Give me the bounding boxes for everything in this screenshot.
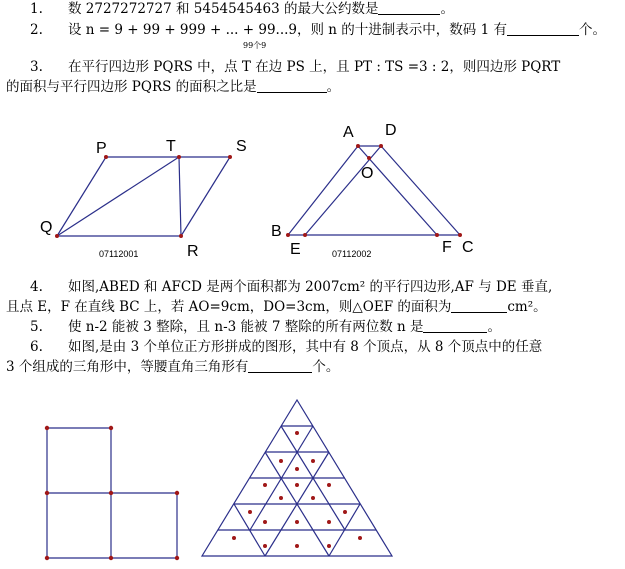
grid-vertex <box>109 426 113 430</box>
grid-vertex <box>45 426 49 430</box>
grid-point <box>327 483 331 487</box>
grid-vertex <box>109 491 113 495</box>
figure-caption: 07112001 <box>99 249 139 259</box>
grid-point <box>263 544 267 548</box>
grid-point <box>311 459 315 463</box>
label-o: O <box>361 165 374 182</box>
problem-text: 3 个组成的三角形中，等腰直角三角形有 <box>6 359 249 375</box>
answer-blank[interactable] <box>248 358 312 373</box>
problem-number: 2. <box>30 22 43 38</box>
grid-point <box>295 467 299 471</box>
problem-6-line-1 <box>30 338 542 356</box>
label-t: T <box>166 138 176 155</box>
label-p: P <box>96 140 107 157</box>
label-d: D <box>385 122 397 139</box>
vertex-e <box>303 233 307 237</box>
problem-text-end: 。 <box>487 319 501 335</box>
grid-point <box>295 483 299 487</box>
problem-text: 如图,是由 3 个单位正方形拼成的图形，其中有 8 个顶点，从 8 个顶点中的任意 <box>68 339 543 355</box>
label-e: E <box>290 241 301 258</box>
vertex-o <box>367 156 371 160</box>
label-f: F <box>442 239 452 256</box>
answer-blank[interactable] <box>423 318 487 333</box>
side-dc <box>381 146 460 235</box>
problem-number: 4. <box>30 279 43 295</box>
grid-point <box>311 496 315 500</box>
vertex-b <box>286 233 290 237</box>
segment-qt <box>57 157 179 236</box>
problem-text: 且点 E，F 在直线 BC 上，若 AO=9cm，DO=3cm，则△OEF 的面积为 <box>6 299 452 315</box>
side-sr <box>181 157 230 236</box>
vertex-s <box>228 155 232 159</box>
problem-text: 的面积与平行四边形 PQRS 的面积之比是 <box>6 79 257 95</box>
grid-point <box>279 459 283 463</box>
grid-point <box>263 483 267 487</box>
problem-text: 数 2727272727 和 5454545463 的最大公约数是 <box>68 1 379 17</box>
problem-text-end: 个。 <box>578 22 606 38</box>
problem-text-end: 。 <box>326 79 341 95</box>
grid-vertex <box>109 556 113 560</box>
grid-vertex <box>175 556 179 560</box>
problem-text: 在平行四边形 PQRS 中，点 T 在边 PS 上，且 PT : TS =3 : 2，则四边形 PQRT <box>68 59 561 75</box>
grid-point <box>327 544 331 548</box>
problem-number: 3. <box>30 59 43 75</box>
problem-text: 使 n-2 能被 3 整除，且 n-3 能被 7 整除的所有两位数 n 是 <box>68 319 424 335</box>
grid-vertex <box>45 491 49 495</box>
figure-caption: 07112002 <box>332 249 372 259</box>
label-r: R <box>187 243 199 260</box>
grid-vertex <box>45 556 49 560</box>
side-ab <box>288 146 358 235</box>
problem-4-line-2 <box>6 298 547 316</box>
problem-text-end: 。 <box>440 1 454 17</box>
label-s: S <box>236 138 247 155</box>
problem-text-end: cm²。 <box>507 299 547 315</box>
vertex-r <box>179 234 183 238</box>
problem-text: 设 n = 9 + 99 + 999 + ... + 99...9，则 n 的十进制表示中，数码 1 有 <box>68 22 507 38</box>
segment-tr <box>179 157 181 236</box>
problem-5 <box>30 318 501 336</box>
problem-text: 如图,ABED 和 AFCD 是两个面积都为 2007cm² 的平行四边形,AF 与 DE 垂直, <box>68 279 553 295</box>
grid-point <box>263 520 267 524</box>
problem-6-line-2 <box>6 358 339 376</box>
problem-text-end: 个。 <box>312 359 340 375</box>
grid-vertex <box>175 491 179 495</box>
label-c: C <box>462 239 474 256</box>
vertex-q <box>55 234 59 238</box>
problem-number: 6. <box>30 339 43 355</box>
label-q: Q <box>40 219 53 236</box>
problem-number: 1. <box>30 1 43 17</box>
grid-point <box>295 431 299 435</box>
grid-point <box>248 510 252 514</box>
vertex-f <box>435 233 439 237</box>
underbrace-label: 99个9 <box>243 41 267 50</box>
label-b: B <box>271 223 282 240</box>
side-pq <box>57 157 106 236</box>
grid-point <box>295 520 299 524</box>
problem-4-line-1 <box>30 278 552 296</box>
vertex-d <box>379 144 383 148</box>
grid-point <box>232 536 236 540</box>
grid-point <box>279 496 283 500</box>
grid-point <box>327 520 331 524</box>
problem-number: 5. <box>30 319 43 335</box>
vertex-c <box>458 233 462 237</box>
answer-blank[interactable] <box>451 298 507 313</box>
vertex-t <box>177 155 181 159</box>
grid-point <box>343 510 347 514</box>
grid-point <box>295 544 299 548</box>
vertex-a <box>356 144 360 148</box>
label-a: A <box>343 124 354 141</box>
grid-point <box>358 536 362 540</box>
